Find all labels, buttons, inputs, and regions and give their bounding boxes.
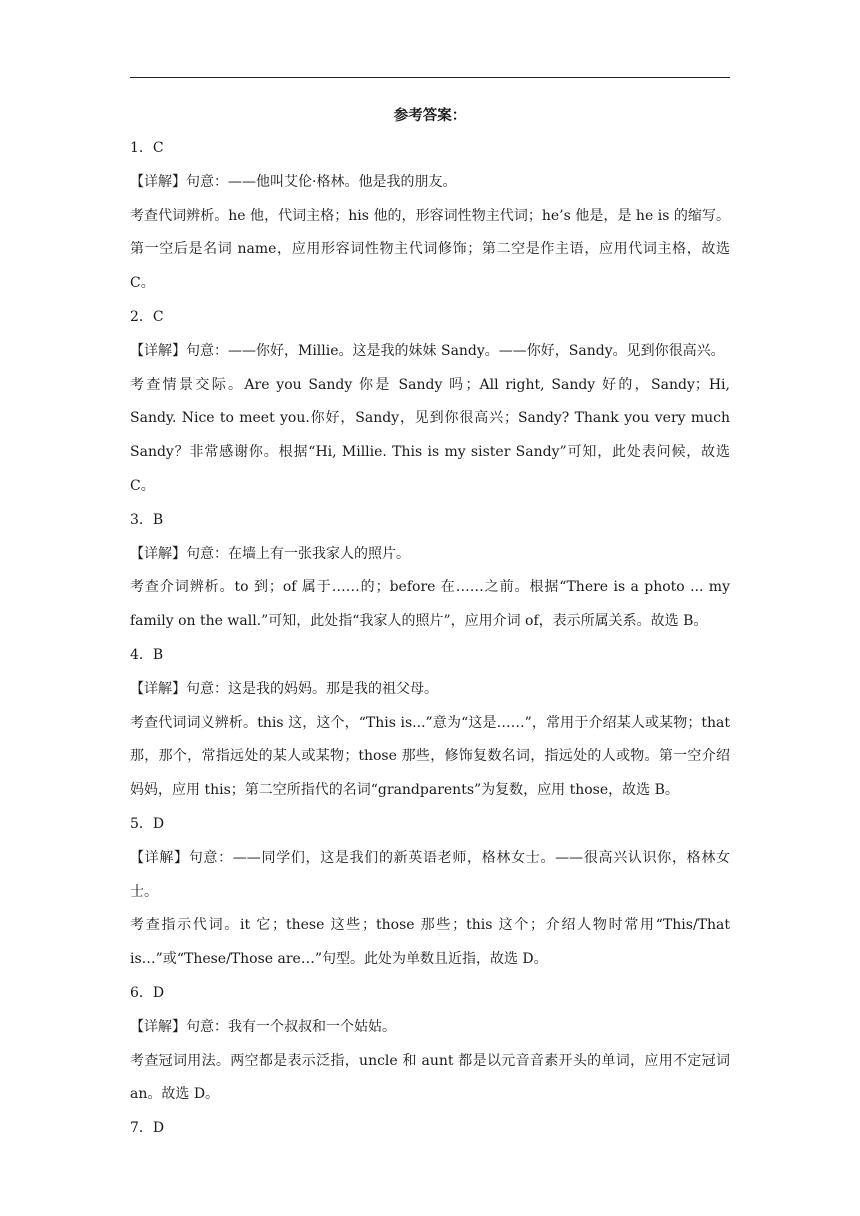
answer-number: 7．D [130, 1120, 165, 1137]
answer-number: 3．B [130, 511, 164, 528]
answer-number: 1．C [130, 140, 164, 156]
answer-detail: 【详解】句意：——同学们，这是我们的新英语老师，格林女士。——很高兴认识你，格林女士。 [130, 849, 730, 900]
answer-analysis: 考查代词辨析。he 他，代词主格；his 他的，形容词性物主代词；he’s 他是，是 he is 的缩写。第一空后是名词 name，应用形容词性物主代词修饰；第二空是作主语，应用代词主格，故选 C。 [130, 207, 730, 292]
answer-number: 2．C [130, 308, 164, 325]
answer-number: 4．B [130, 646, 164, 663]
answer-analysis: 考查介词辨析。to 到；of 属于……的；before 在……之前。根据“There is a photo ... my family on the wall.”可知，此处指“我家人的照片”，应用介词 of，表示所属关系。故选 B。 [130, 579, 730, 630]
answer-analysis: 考查冠词用法。两空都是表示泛指，uncle 和 aunt 都是以元音音素开头的单词，应用不定冠词 an。故选 D。 [130, 1052, 730, 1103]
answer-content [130, 100, 730, 1146]
answer-number: 5．D [130, 815, 165, 832]
answer-number: 6．D [130, 984, 165, 1001]
answer-detail: 【详解】句意：在墙上有一张我家人的照片。 [130, 545, 410, 562]
answer-analysis: 考查情景交际。Are you Sandy 你是 Sandy 吗；All right, Sandy 好的，Sandy；Hi, Sandy. Nice to meet you.你好，Sandy，见到你很高兴；Sandy? Thank you very much Sandy？非常感谢你。根据“Hi, Millie. This is my sister Sandy”可知，此处表问候，故选 C。 [130, 376, 730, 494]
answer-detail: 【详解】句意：——他叫艾伦·格林。他是我的朋友。 [130, 173, 457, 190]
top-divider [130, 77, 730, 78]
answer-analysis: 考查代词词义辨析。this 这，这个，“This is...”意为“这是……”，常用于介绍某人或某物；that 那，那个，常指远处的某人或某物；those 那些，修饰复数名词，指远处的人或物。第一空介绍妈妈，应用 this；第二空所指代的名词“grandparents”为复数，应用 those，故选 B。 [130, 714, 730, 799]
answer-analysis: 考查指示代词。it 它；these 这些；those 那些；this 这个；介绍人物时常用“This/That is…”或“These/Those are…”句型。此处为单数且近指，故选 D。 [130, 917, 730, 968]
page-title: 参考答案： [393, 107, 467, 124]
answer-detail: 【详解】句意：我有一个叔叔和一个姑姑。 [130, 1018, 396, 1035]
answer-detail: 【详解】句意：——你好，Millie。这是我的妹妹 Sandy。——你好，Sandy。见到你很高兴。 [130, 342, 725, 359]
answer-detail: 【详解】句意：这是我的妈妈。那是我的祖父母。 [130, 680, 438, 697]
